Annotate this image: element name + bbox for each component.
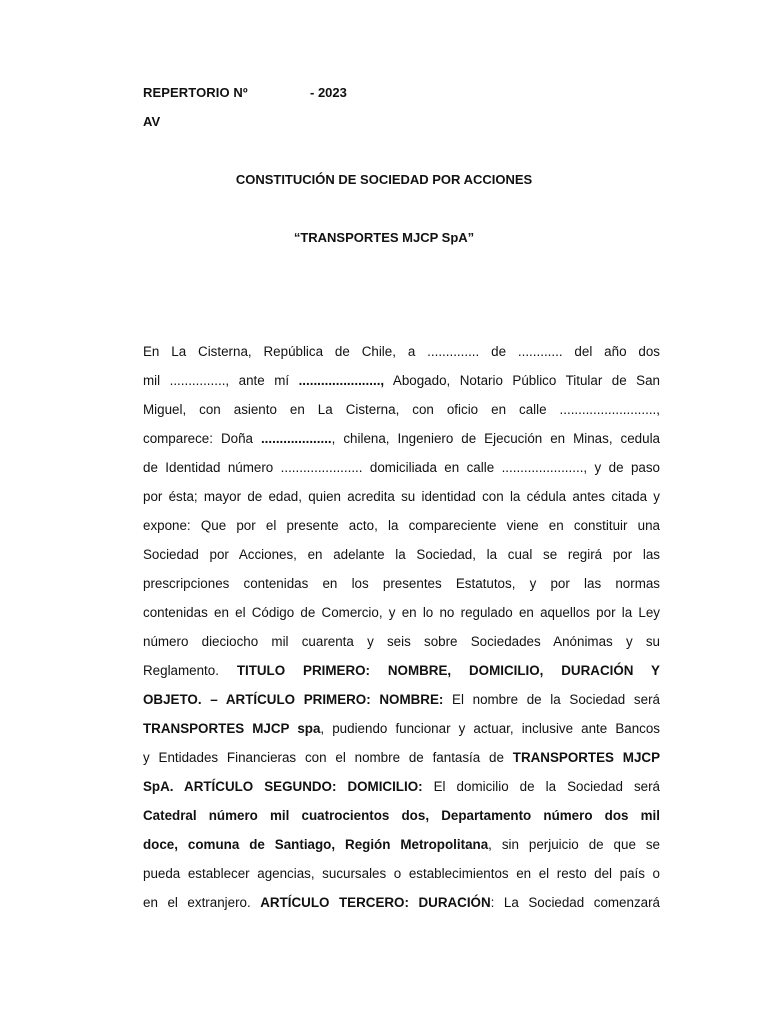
company-name: “TRANSPORTES MJCP SpA” [293, 230, 475, 245]
body-line: de Identidad número ...................... domiciliada en calle ......................, y de paso [143, 460, 660, 475]
body-line: número dieciocho mil cuarenta y seis sobre Sociedades Anónimas y su [143, 634, 660, 649]
body-line: comparece: Doña ..................., chilena, Ingeniero de Ejecución en Minas, cedula [143, 431, 660, 446]
body-line: expone: Que por el presente acto, la compareciente viene en constituir una [143, 518, 660, 533]
body-line: OBJETO. – ARTÍCULO PRIMERO: NOMBRE: El nombre de la Sociedad será [143, 692, 660, 707]
body-line: Catedral número mil cuatrocientos dos, Departamento número dos mil [143, 808, 660, 823]
body-line: En La Cisterna, República de Chile, a .............. de ............ del año dos [143, 344, 660, 359]
body-line: Miguel, con asiento en La Cisterna, con oficio en calle .........................., [143, 402, 660, 417]
body-line: Sociedad por Acciones, en adelante la Sociedad, la cual se regirá por las [143, 547, 660, 562]
body-line: mil ..............., ante mí ......................, Abogado, Notario Público Titular de San [143, 373, 660, 388]
initials: AV [143, 114, 161, 129]
body-line: pueda establecer agencias, sucursales o establecimientos en el resto del país o [143, 866, 660, 881]
body-line: doce, comuna de Santiago, Región Metropolitana, sin perjuicio de que se [143, 837, 660, 852]
document-body [143, 337, 660, 917]
repertorio-label: REPERTORIO Nº [143, 85, 248, 100]
repertorio-year: - 2023 [310, 85, 347, 100]
body-line: en el extranjero. ARTÍCULO TERCERO: DURACIÓN: La Sociedad comenzará [143, 895, 661, 910]
body-line: por ésta; mayor de edad, quien acredita su identidad con la cédula antes citada y [143, 489, 660, 504]
body-line: contenidas en el Código de Comercio, y en lo no regulado en aquellos por la Ley [143, 605, 660, 620]
body-line: prescripciones contenidas en los presentes Estatutos, y por las normas [143, 576, 660, 591]
document-title: CONSTITUCIÓN DE SOCIEDAD POR ACCIONES [235, 172, 533, 187]
body-line: y Entidades Financieras con el nombre de fantasía de TRANSPORTES MJCP [143, 750, 660, 765]
body-line: SpA. ARTÍCULO SEGUNDO: DOMICILIO: El domicilio de la Sociedad será [143, 779, 660, 794]
body-line: TRANSPORTES MJCP spa, pudiendo funcionar y actuar, inclusive ante Bancos [143, 721, 660, 736]
body-line: Reglamento. TITULO PRIMERO: NOMBRE, DOMICILIO, DURACIÓN Y [143, 663, 660, 678]
